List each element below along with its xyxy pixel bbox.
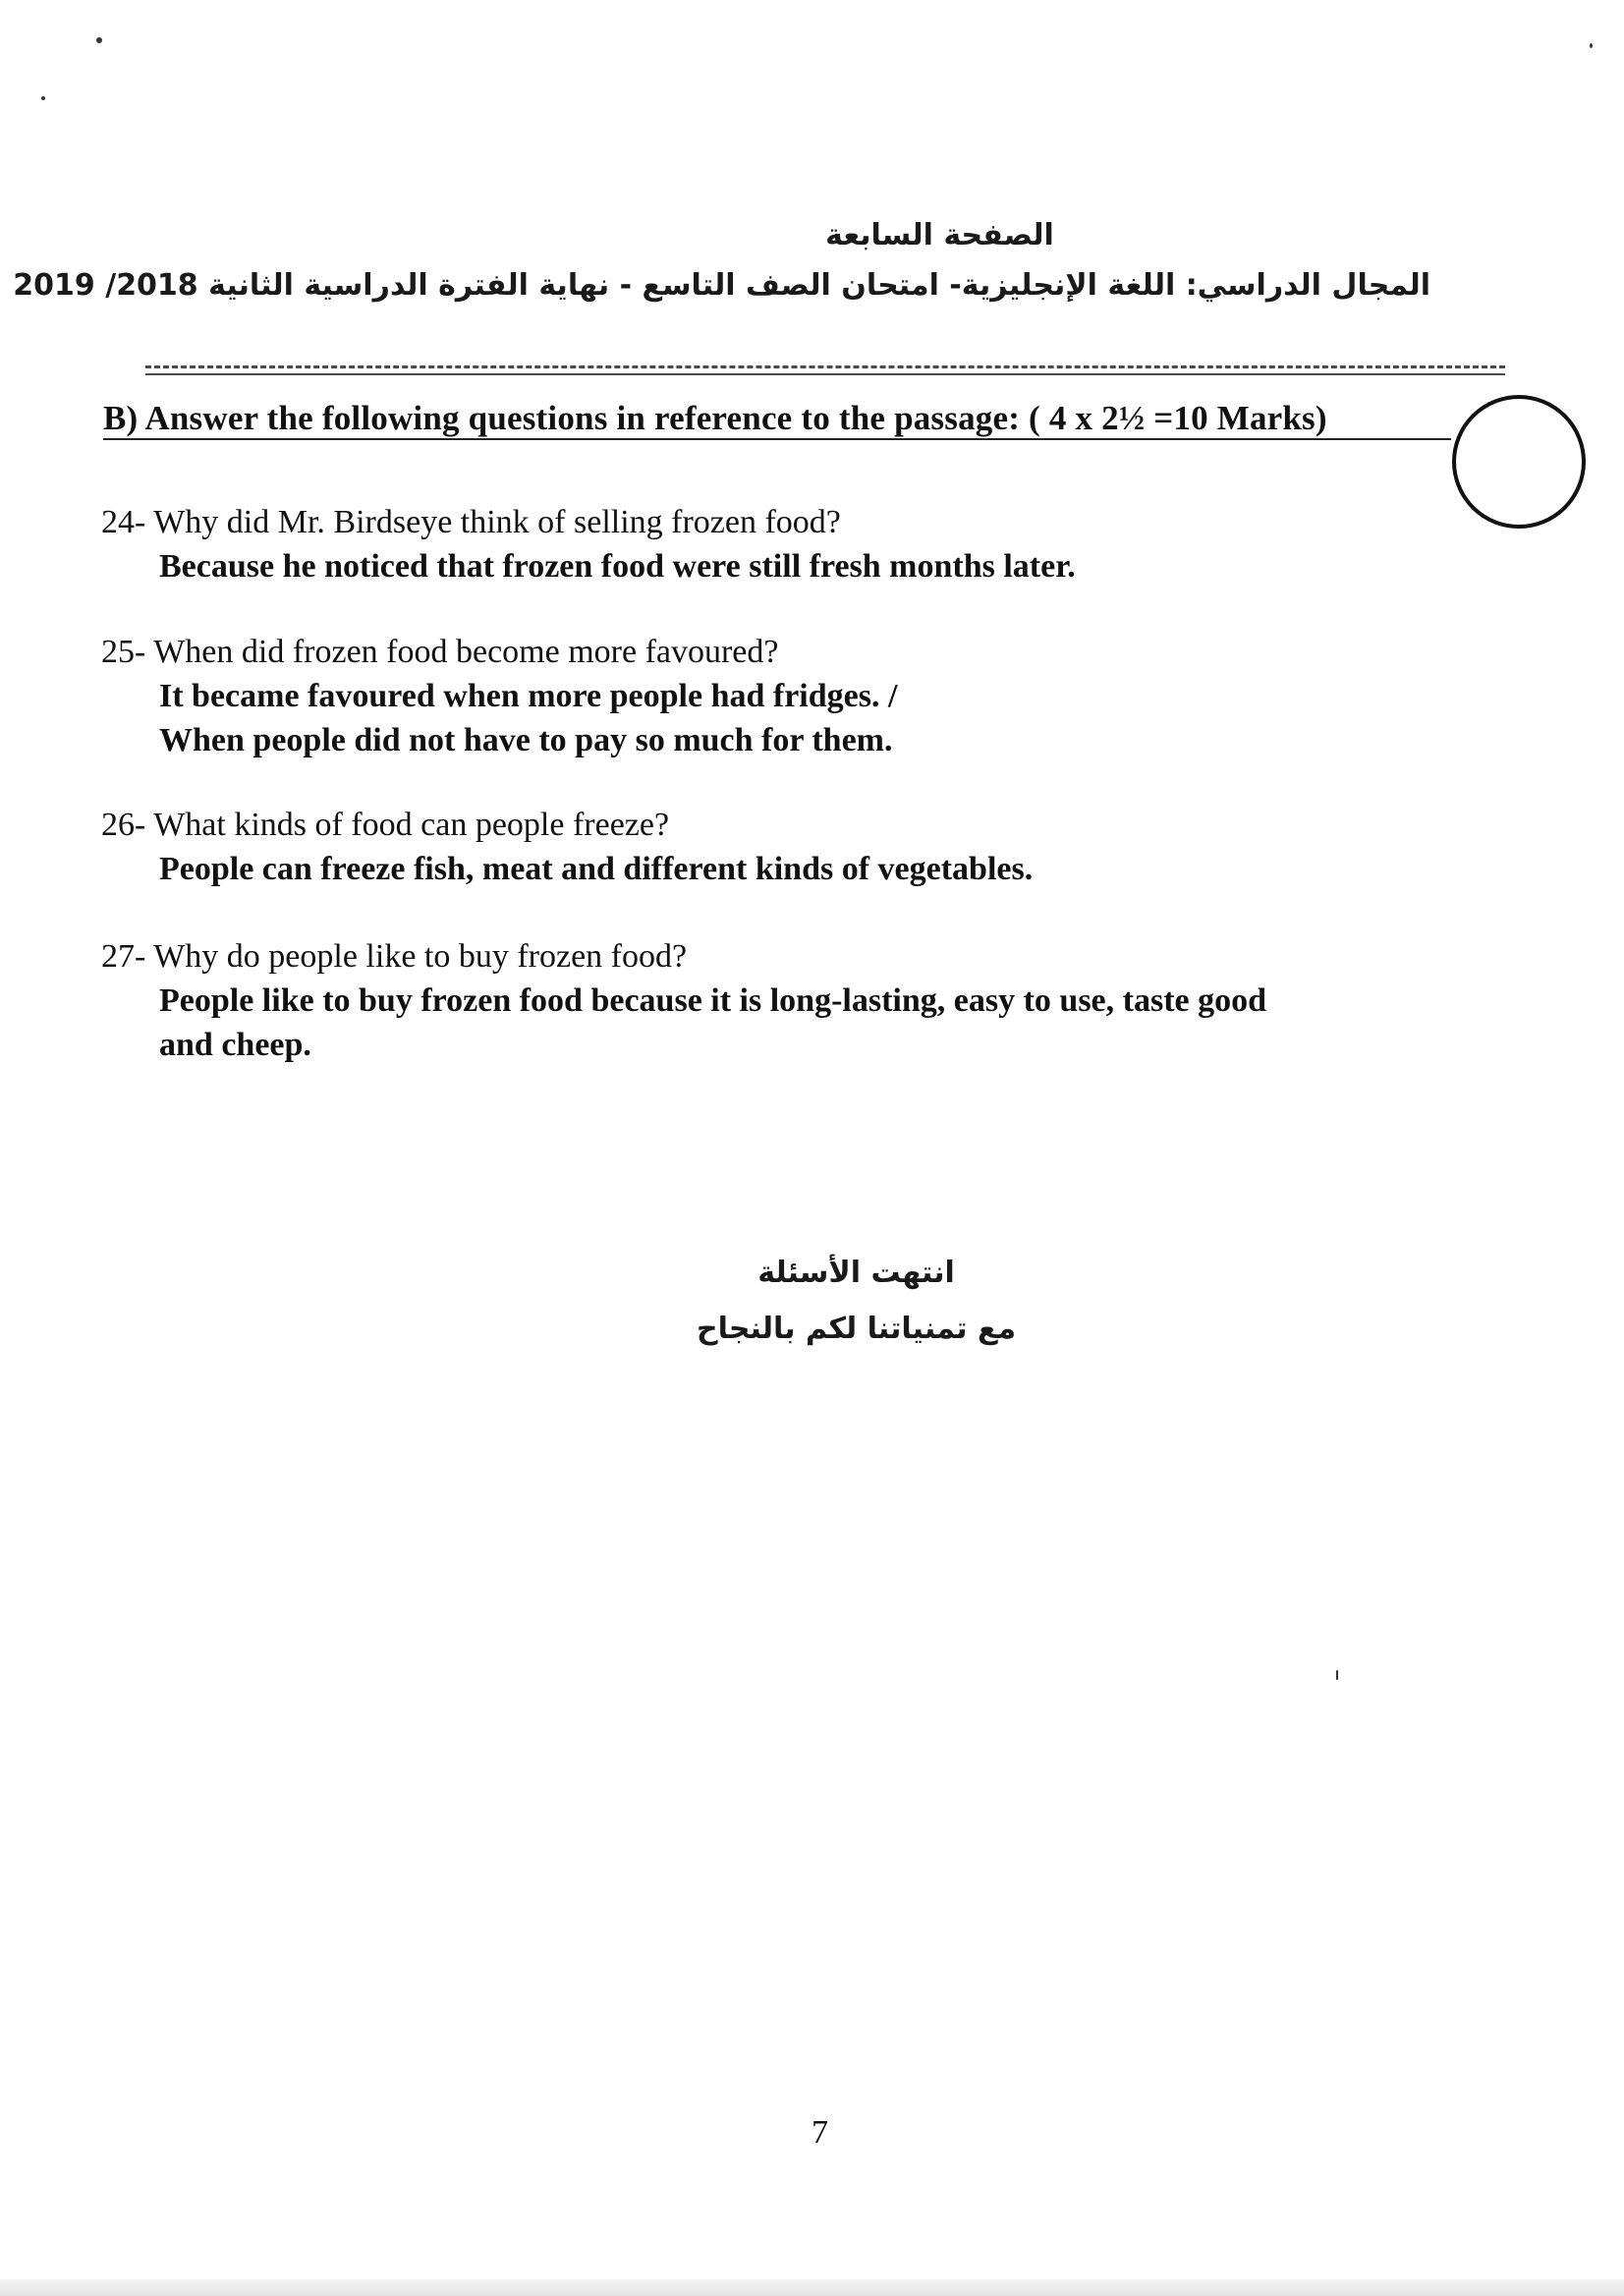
scan-speck xyxy=(41,96,45,100)
scan-speck xyxy=(1590,43,1593,48)
answer-text: Because he noticed that frozen food were still fresh months later. xyxy=(159,548,1076,585)
section-title: B) Answer the following questions in reference to the passage: ( 4 x 2½ =10 Marks) xyxy=(103,399,1327,437)
question-block xyxy=(101,935,1457,1067)
page-label: الصفحة السابعة xyxy=(825,218,1054,252)
section-title-underline xyxy=(103,438,1451,440)
question-text: 25- When did frozen food become more favoured? xyxy=(101,634,779,670)
answer-text: It became favoured when more people had fridges. / xyxy=(159,678,898,714)
score-circle xyxy=(1452,395,1586,529)
question-block xyxy=(101,631,1457,762)
answer-text: People can freeze fish, meat and different kinds of vegetables. xyxy=(159,851,1034,887)
question-text: 26- What kinds of food can people freeze? xyxy=(101,807,670,843)
subject-line: المجال الدراسي: اللغة الإنجليزية- امتحان الصف التاسع - نهاية الفترة الدراسية الثانية 2018/ 2019 xyxy=(13,268,1430,303)
header-divider xyxy=(145,373,1505,375)
question-text: 27- Why do people like to buy frozen food? xyxy=(101,938,688,975)
scan-edge xyxy=(0,2279,1624,2296)
answer-text: When people did not have to pay so much for them. xyxy=(159,722,893,758)
page-number: 7 xyxy=(812,2114,828,2151)
question-text: 24- Why did Mr. Birdseye think of selling frozen food? xyxy=(101,504,841,540)
scan-speck xyxy=(96,37,102,43)
closing-line: مع تمنياتنا لكم بالنجاح xyxy=(696,1312,1017,1346)
closing-line: انتهت الأسئلة xyxy=(757,1256,955,1290)
question-block xyxy=(101,804,1457,891)
answer-text: People like to buy frozen food because it is long-lasting, easy to use, taste good xyxy=(159,982,1267,1019)
question-block xyxy=(101,501,1457,588)
header-divider xyxy=(145,365,1505,368)
answer-text: and cheep. xyxy=(159,1027,311,1063)
scan-mark xyxy=(1336,1670,1338,1680)
